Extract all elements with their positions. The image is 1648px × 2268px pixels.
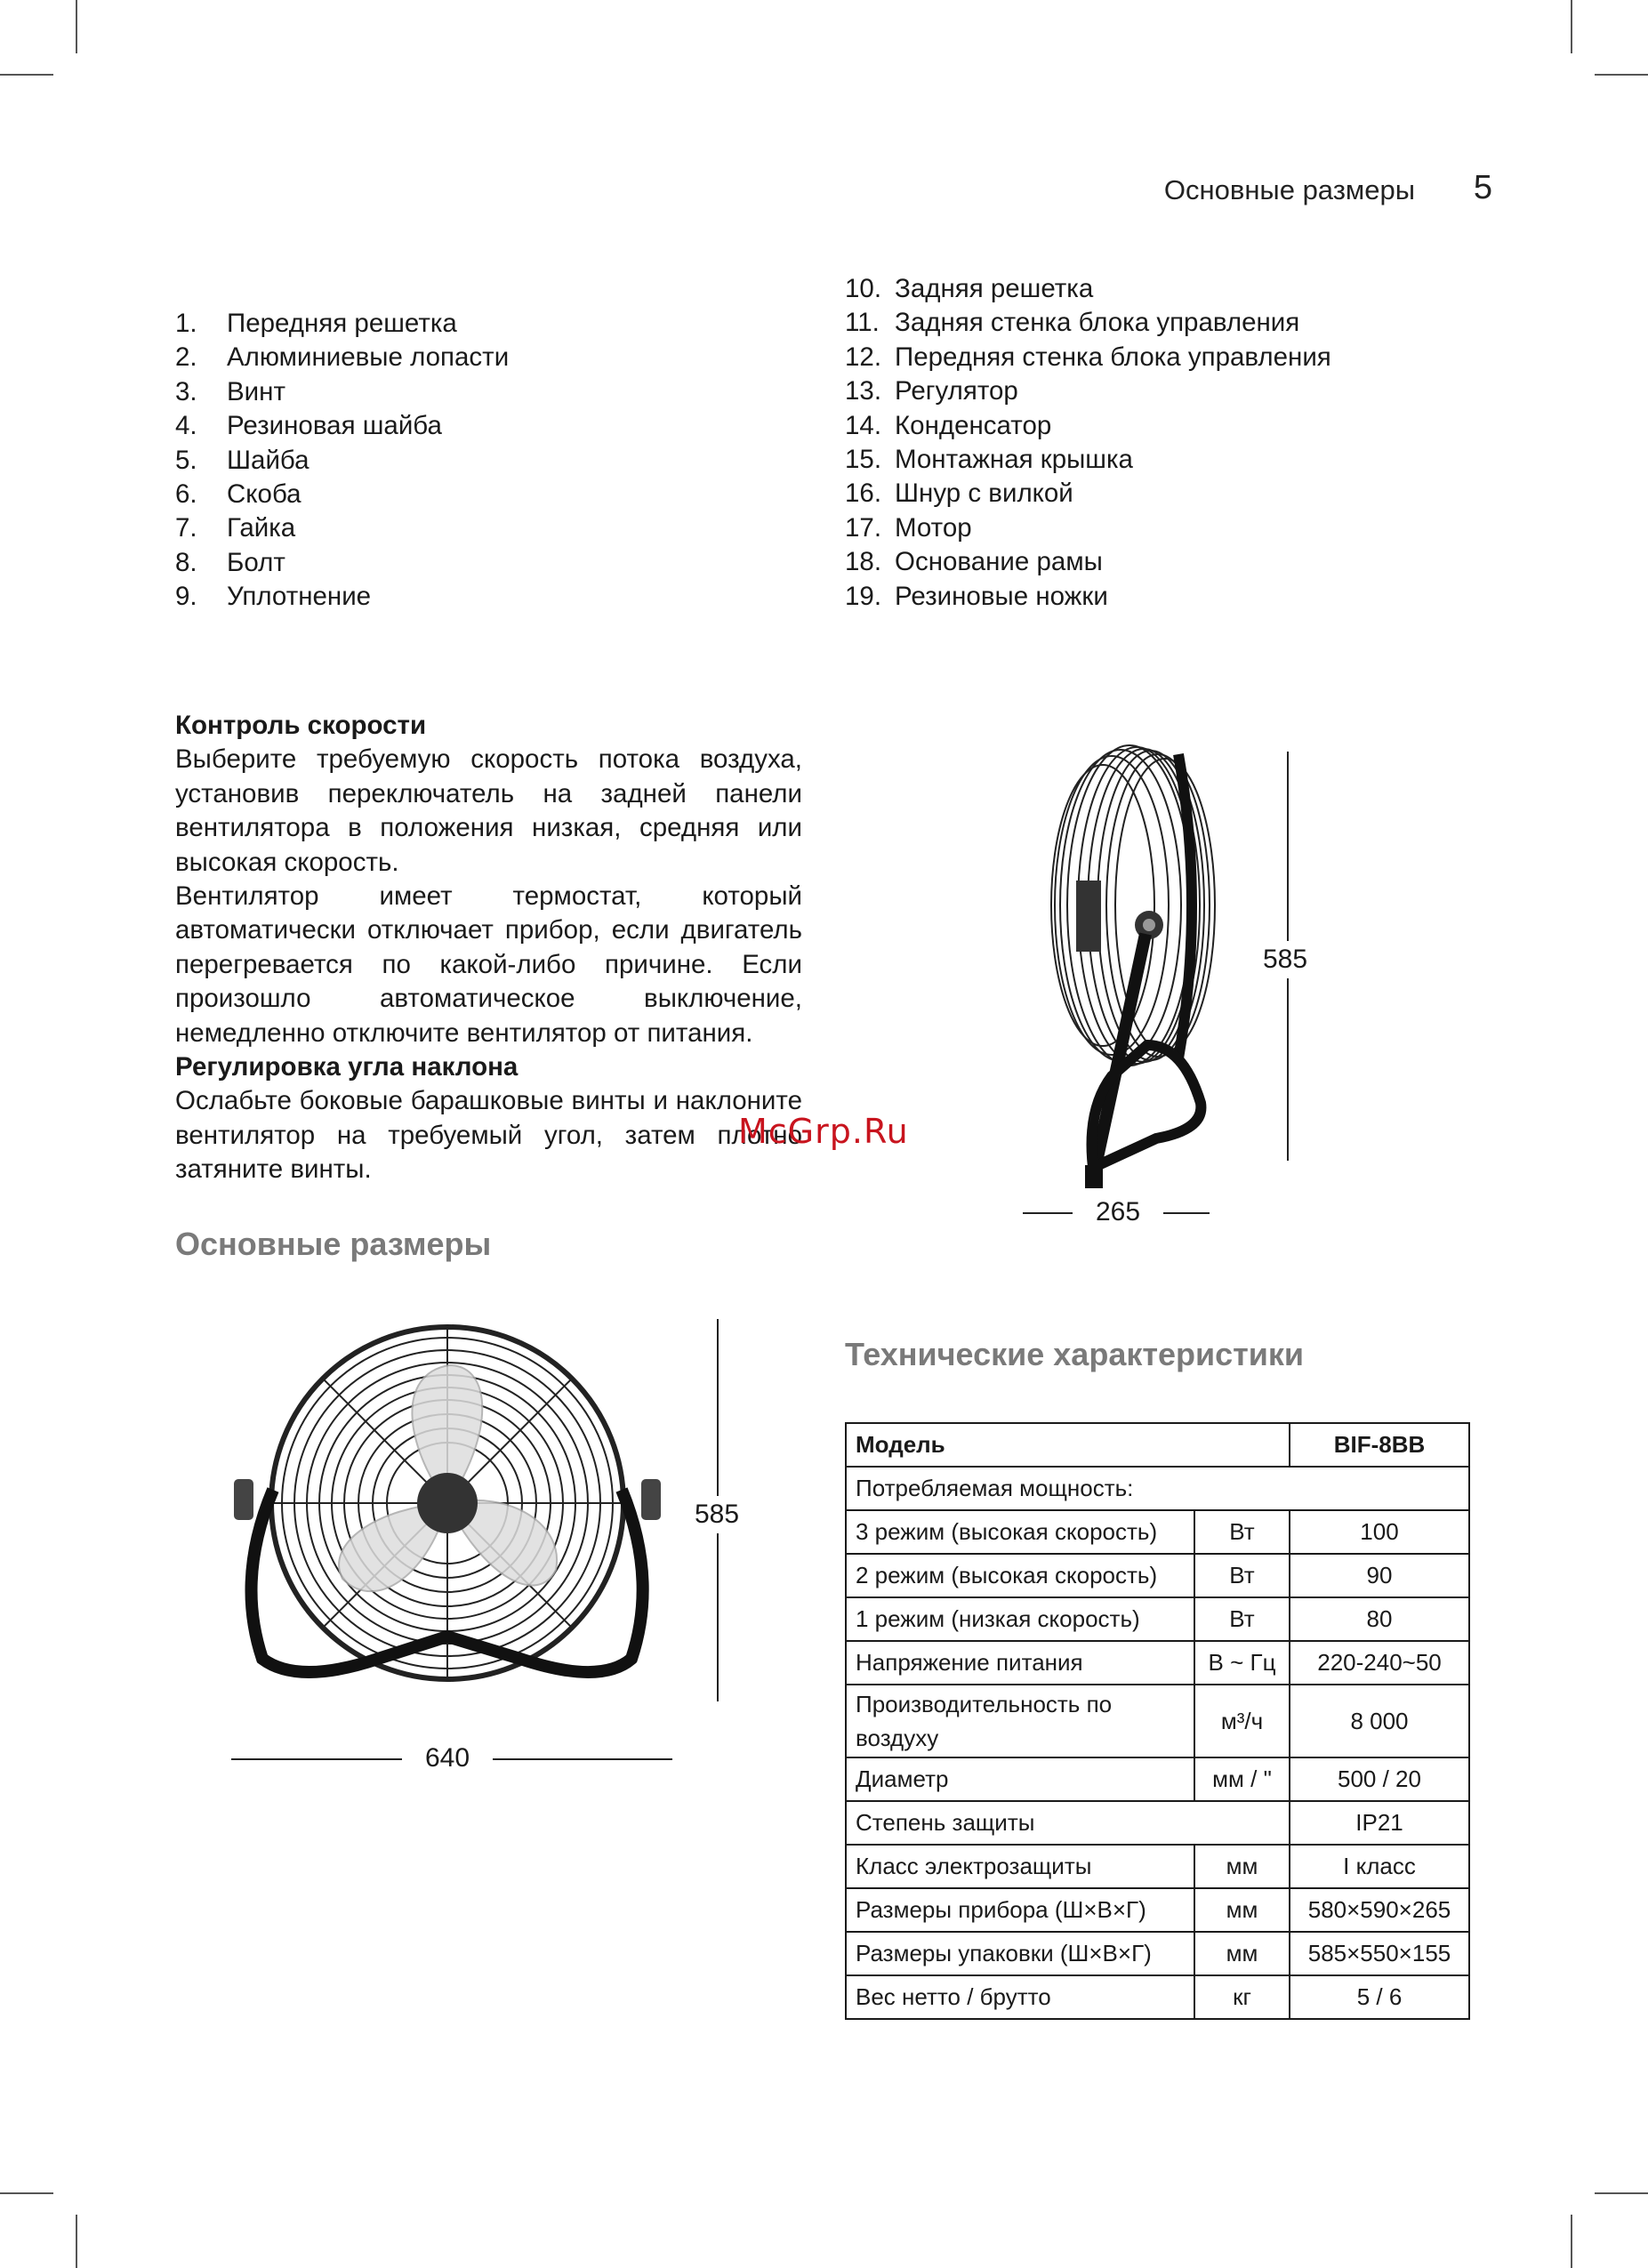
cell-label: 1 режим (низкая скорость) — [846, 1597, 1194, 1641]
tilt-paragraph: Ослабьте боковые барашковые винты и наклоните вентилятор на требуемый угол, затем плотно затяните винты. — [175, 1086, 802, 1185]
list-item: 4. Резиновая шайба — [175, 411, 442, 441]
cell-unit: мм — [1194, 1888, 1290, 1932]
list-item: 11. Задняя стенка блока управления — [845, 308, 1300, 338]
spec-table — [845, 1422, 1470, 2020]
cell-value: I класс — [1290, 1845, 1469, 1888]
cell-value: IP21 — [1290, 1801, 1469, 1845]
running-header: Основные размеры — [1163, 174, 1415, 205]
cell-unit: В ~ Гц — [1194, 1641, 1290, 1685]
cell-unit: мм — [1194, 1845, 1290, 1888]
speed-paragraph-1: Выберите требуемую скорость потока воздуха, установив переключатель на задней панели вентилятора в положения низкая, средняя или высокая скорость. — [175, 744, 802, 877]
cell-label: Диаметр — [846, 1757, 1194, 1801]
cell-label: Размеры упаковки (Ш×В×Г) — [846, 1932, 1194, 1975]
fan-front-view-illustration — [227, 1312, 680, 1703]
table-row — [846, 1423, 1469, 1467]
crop-mark — [0, 2192, 53, 2194]
list-item: 15. Монтажная крышка — [845, 445, 1133, 475]
instructions — [175, 709, 802, 1187]
model-label: Модель — [846, 1423, 1290, 1467]
table-row — [846, 1510, 1469, 1554]
speed-paragraph-2: Вентилятор имеет термостат, который автоматически отключает прибор, если двигатель перегревается по какой-либо причине. Если произошло автоматическое выключение, немедленно отключите вентилятор от питания. — [175, 881, 802, 1048]
cell-unit: м³/ч — [1194, 1685, 1290, 1757]
cell-value: 100 — [1290, 1510, 1469, 1554]
cell-label: Напряжение питания — [846, 1641, 1194, 1685]
power-label: Потребляемая мощность: — [846, 1467, 1469, 1510]
table-row — [846, 1554, 1469, 1597]
cell-label: Вес нетто / брутто — [846, 1975, 1194, 2019]
cell-label: Класс электрозащиты — [846, 1845, 1194, 1888]
crop-mark — [1595, 74, 1648, 76]
cell-label: Производительность по воздуху — [846, 1685, 1194, 1757]
table-row — [846, 1685, 1469, 1757]
cell-value: 585×550×155 — [1290, 1932, 1469, 1975]
cell-value: 220-240~50 — [1290, 1641, 1469, 1685]
crop-mark — [1571, 0, 1572, 53]
cell-value: 5 / 6 — [1290, 1975, 1469, 2019]
table-row — [846, 1467, 1469, 1510]
cell-label: 2 режим (высокая скорость) — [846, 1554, 1194, 1597]
crop-mark — [0, 74, 53, 76]
list-item: 19. Резиновые ножки — [845, 581, 1108, 611]
table-row — [846, 1932, 1469, 1975]
table-row — [846, 1597, 1469, 1641]
list-item: 17. Мотор — [845, 512, 972, 543]
side-height-label: 585 — [1261, 941, 1309, 978]
crop-mark — [76, 2215, 77, 2268]
front-width-label: 640 — [402, 1743, 493, 1773]
list-item: 10. Задняя решетка — [845, 274, 1094, 303]
spec-title: Технические характеристики — [845, 1336, 1305, 1372]
cell-value: 580×590×265 — [1290, 1888, 1469, 1932]
table-row — [846, 1975, 1469, 2019]
cell-label: Размеры прибора (Ш×В×Г) — [846, 1888, 1194, 1932]
crop-mark — [1595, 2192, 1648, 2194]
watermark: McGrp.Ru — [738, 1112, 909, 1151]
list-item: 5. Шайба — [175, 445, 310, 475]
list-item: 16. Шнур с вилкой — [845, 479, 1073, 509]
cell-unit: Вт — [1194, 1510, 1290, 1554]
list-item: 12. Передняя стенка блока управления — [845, 342, 1331, 372]
cell-value: 90 — [1290, 1554, 1469, 1597]
list-item: 3. Винт — [175, 376, 285, 406]
cell-unit: Вт — [1194, 1597, 1290, 1641]
table-row — [846, 1801, 1469, 1845]
page-number: 5 — [1473, 169, 1492, 206]
table-row — [846, 1845, 1469, 1888]
cell-value: 8 000 — [1290, 1685, 1469, 1757]
cell-unit: кг — [1194, 1975, 1290, 2019]
table-row — [846, 1757, 1469, 1801]
list-item: 2. Алюминиевые лопасти — [175, 342, 510, 373]
list-item: 9. Уплотнение — [175, 582, 372, 612]
table-row — [846, 1888, 1469, 1932]
list-item: 18. Основание рамы — [845, 547, 1103, 577]
crop-mark — [76, 0, 77, 53]
side-depth-label: 265 — [1073, 1197, 1163, 1227]
front-height-label: 585 — [695, 1496, 739, 1533]
list-item: 8. Болт — [175, 547, 285, 577]
crop-mark — [1571, 2215, 1572, 2268]
cell-label: Степень защиты — [846, 1801, 1290, 1845]
list-item: 6. Скоба — [175, 479, 301, 510]
cell-unit: Вт — [1194, 1554, 1290, 1597]
parts-list-right — [845, 272, 1331, 614]
cell-label: 3 режим (высокая скорость) — [846, 1510, 1194, 1554]
dimensions-title: Основные размеры — [175, 1226, 492, 1262]
cell-unit: мм / " — [1194, 1757, 1290, 1801]
tilt-heading: Регулировка угла наклона — [175, 1052, 519, 1082]
cell-value: 80 — [1290, 1597, 1469, 1641]
list-item: 7. Гайка — [175, 513, 296, 543]
list-item: 14. Конденсатор — [845, 410, 1052, 440]
table-row — [846, 1641, 1469, 1685]
parts-list-left — [175, 307, 509, 615]
cell-unit: мм — [1194, 1932, 1290, 1975]
cell-value: 500 / 20 — [1290, 1757, 1469, 1801]
list-item: 1. Передняя решетка — [175, 309, 457, 338]
model-value: BIF-8BB — [1290, 1423, 1469, 1467]
list-item: 13. Регулятор — [845, 376, 1018, 406]
speed-heading: Контроль скорости — [175, 711, 427, 740]
